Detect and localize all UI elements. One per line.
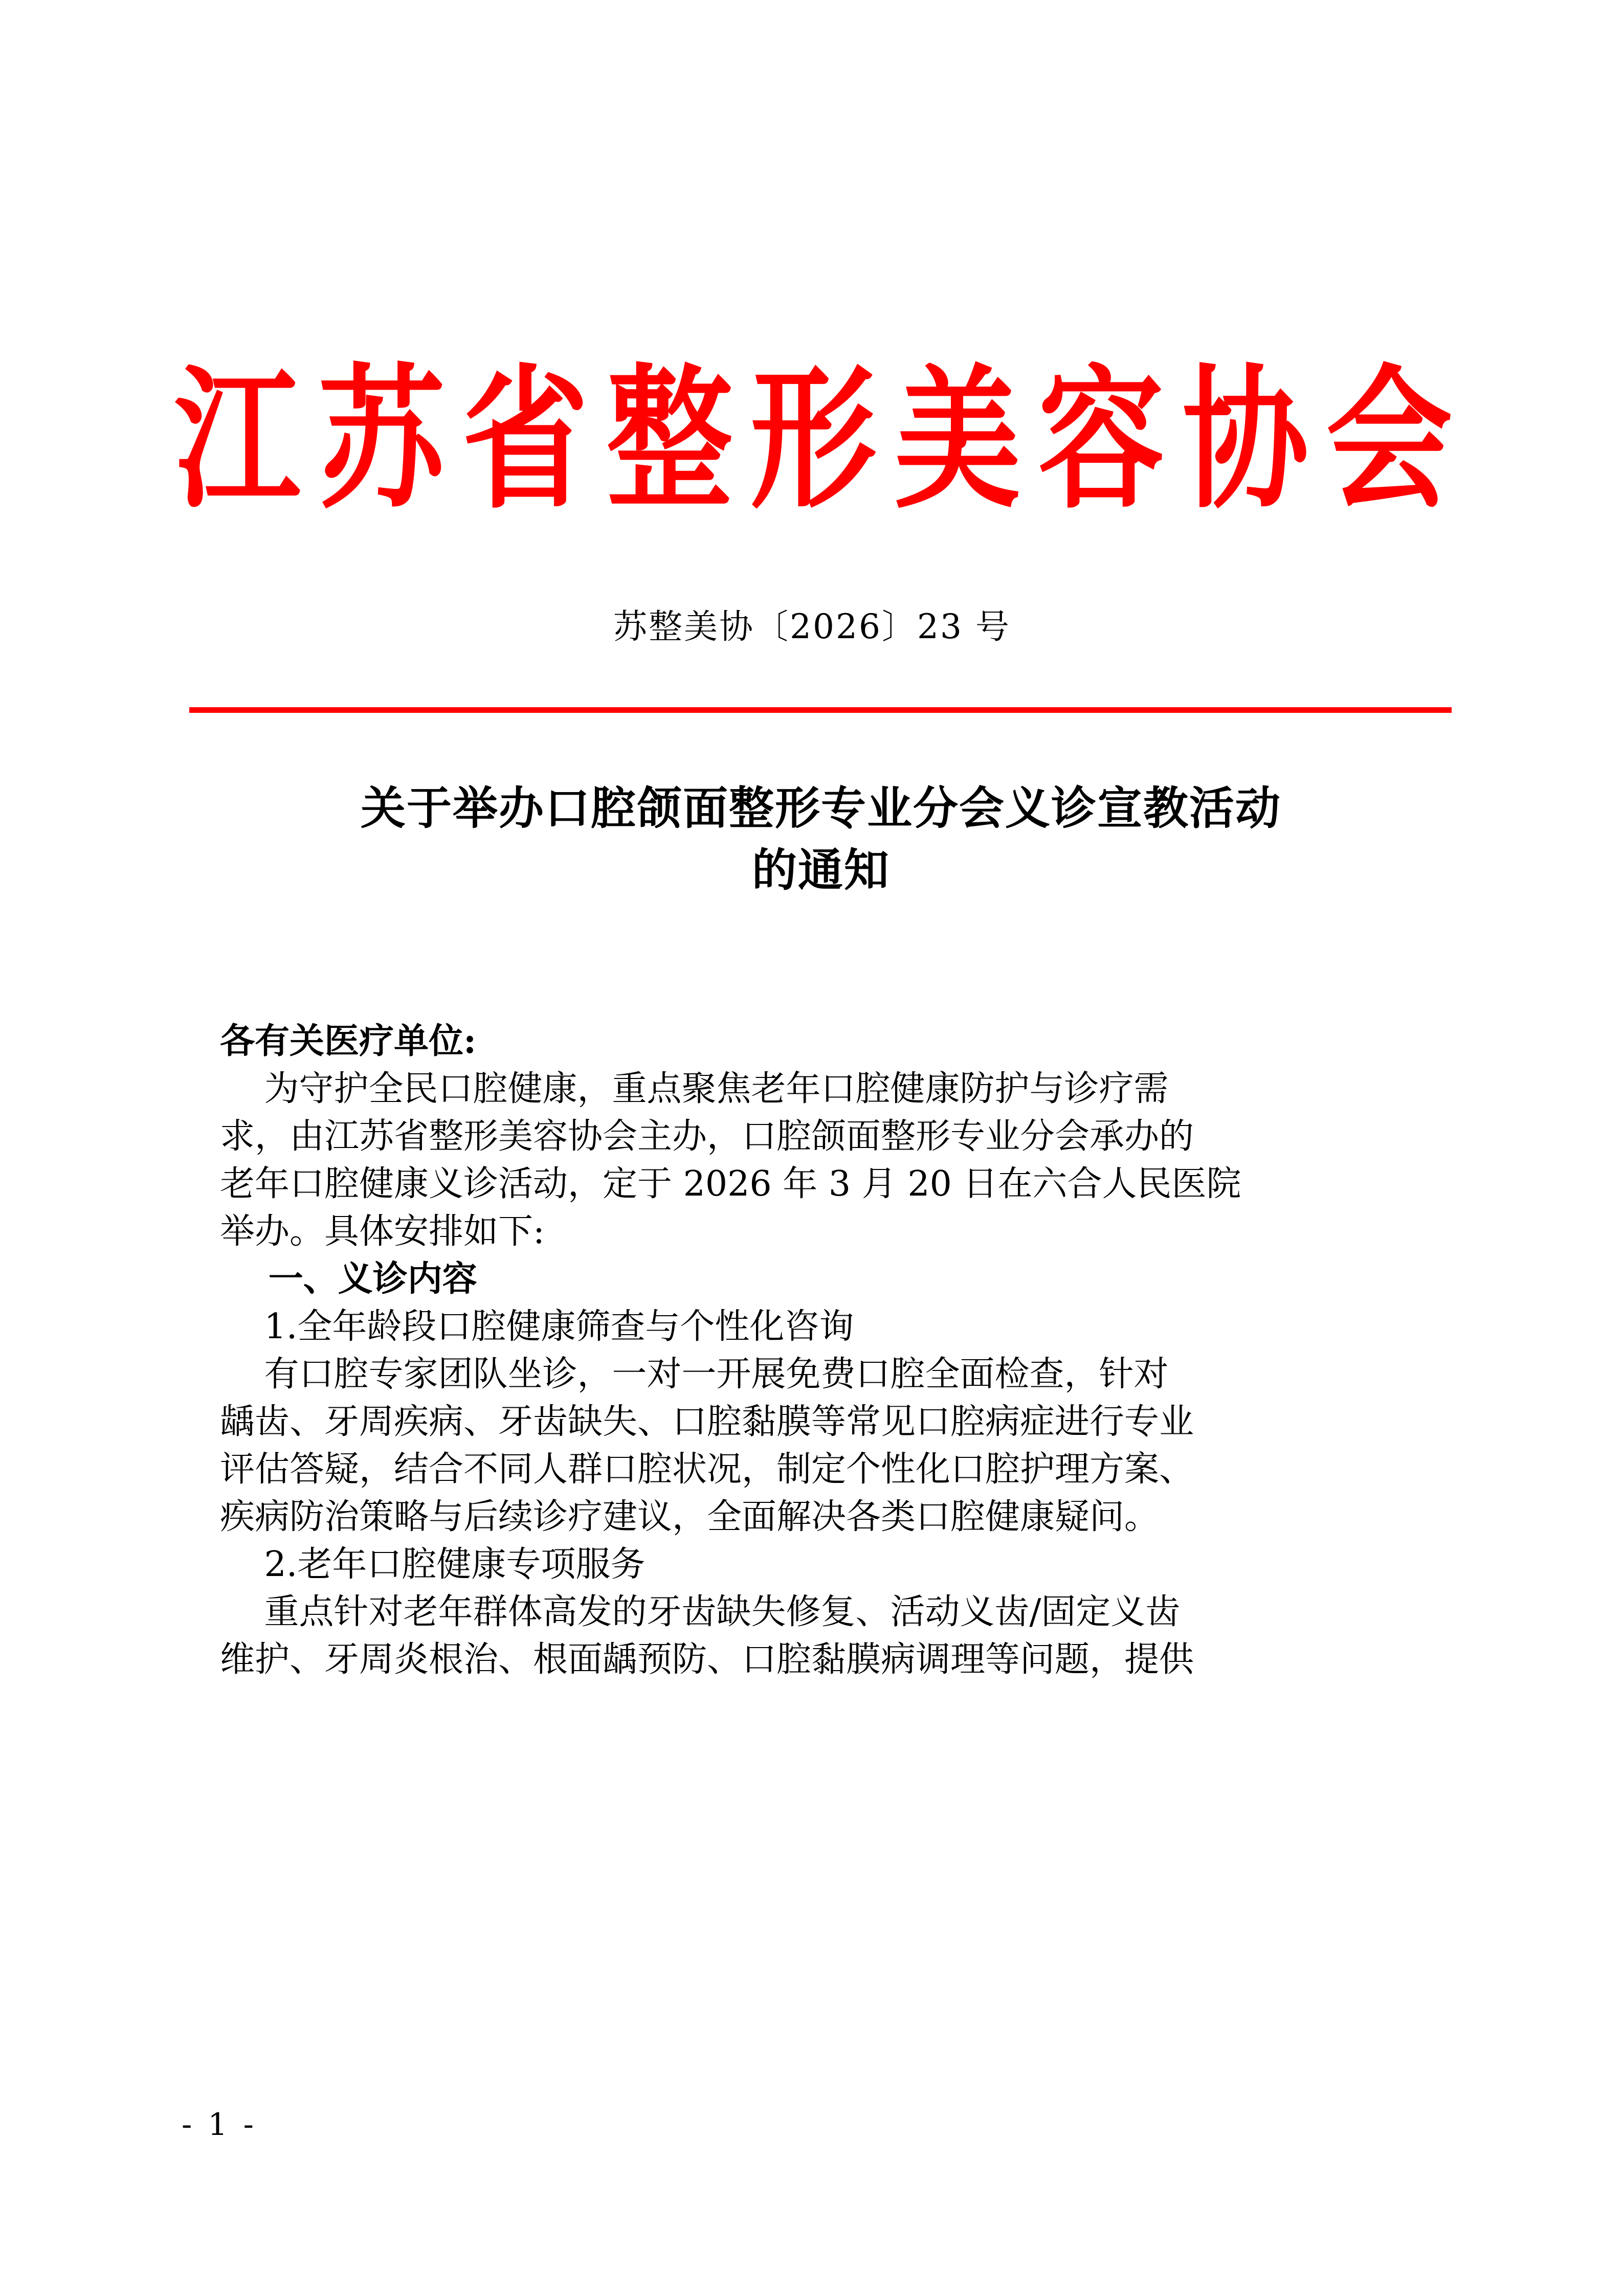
page-title-line-1: 关于举办口腔颌面整形专业分会义诊宣教活动 <box>360 781 1281 835</box>
document-number: 苏整美协〔2026〕23 号 <box>613 607 1011 646</box>
item-1-heading: 1.全年龄段口腔健康筛查与个性化咨询 <box>220 1307 854 1347</box>
letterhead-char: 形 <box>750 349 877 530</box>
letterhead-organization-name <box>169 337 1458 542</box>
letterhead-char: 江 <box>174 349 301 530</box>
item-1-line: 龋齿、牙周疾病、牙齿缺失、口腔黏膜等常见口腔病症进行专业 <box>220 1402 1194 1442</box>
page-title <box>220 777 1422 902</box>
letterhead-char: 整 <box>606 349 732 530</box>
letterhead-char: 容 <box>1038 349 1165 530</box>
intro-paragraph-line: 求，由江苏省整形美容协会主办，口腔颌面整形专业分会承办的 <box>220 1116 1194 1157</box>
intro-paragraph-line: 为守护全民口腔健康，重点聚焦老年口腔健康防护与诊疗需 <box>220 1069 1169 1109</box>
item-1-line: 有口腔专家团队坐诊，一对一开展免费口腔全面检查，针对 <box>220 1354 1169 1394</box>
letterhead-char: 省 <box>462 349 589 530</box>
salutation: 各有关医疗单位: <box>220 1021 477 1062</box>
intro-paragraph-line: 举办。具体安排如下: <box>220 1211 545 1252</box>
letterhead-char: 美 <box>894 349 1020 530</box>
letterhead-char: 会 <box>1326 349 1453 530</box>
section-heading-yizhen-neirong: 一、义诊内容 <box>220 1258 477 1299</box>
letterhead-char: 苏 <box>318 349 444 530</box>
red-separator-rule <box>189 707 1452 713</box>
item-2-line: 维护、牙周炎根治、根面龋预防、口腔黏膜病调理等问题，提供 <box>220 1639 1194 1680</box>
item-2-heading: 2.老年口腔健康专项服务 <box>220 1544 646 1585</box>
item-1-line: 疾病防治策略与后续诊疗建议，全面解决各类口腔健康疑问。 <box>220 1497 1160 1537</box>
page-number-footer: - 1 - <box>182 2107 257 2143</box>
letterhead-char: 协 <box>1182 349 1308 530</box>
page-title-line-2: 的通知 <box>751 843 890 897</box>
intro-paragraph-line: 老年口腔健康义诊活动，定于 2026 年 3 月 20 日在六合人民医院 <box>220 1164 1241 1204</box>
item-2-line: 重点针对老年群体高发的牙齿缺失修复、活动义齿/固定义齿 <box>220 1592 1181 1632</box>
document-body <box>220 1018 1422 1683</box>
item-1-line: 评估答疑，结合不同人群口腔状况，制定个性化口腔护理方案、 <box>220 1449 1194 1490</box>
